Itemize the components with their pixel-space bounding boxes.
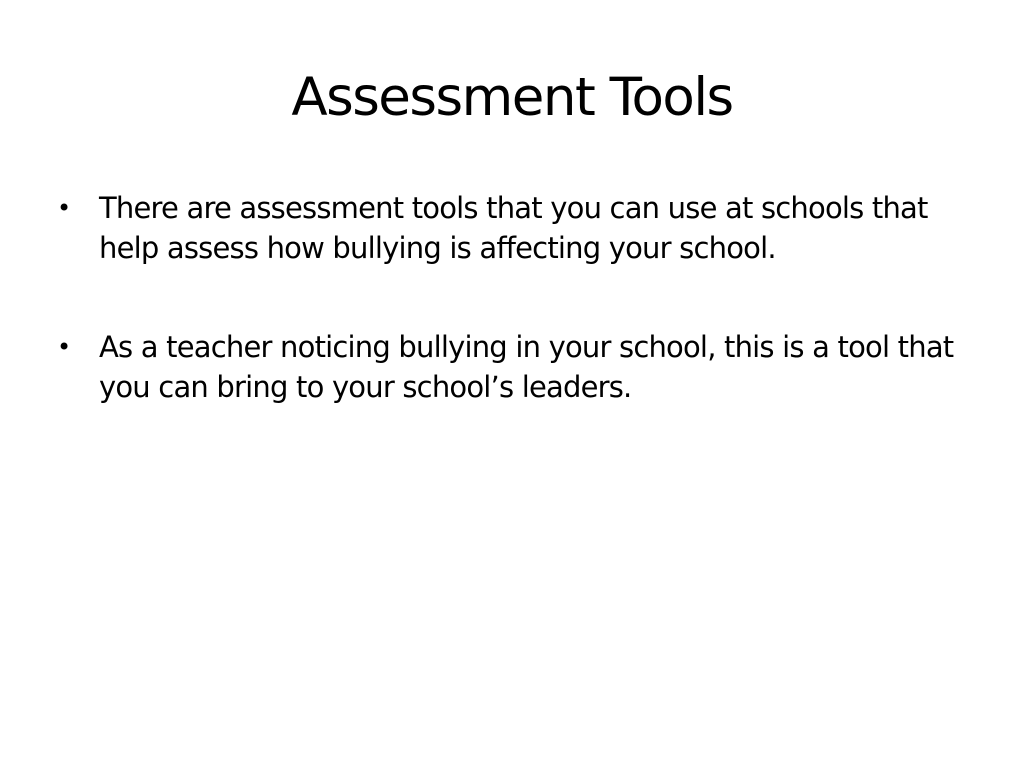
- bullet-item: [57, 327, 957, 407]
- slide-title: Assessment Tools: [291, 67, 733, 128]
- bullet-dot-icon: •: [57, 194, 71, 222]
- bullet-text: There are assessment tools that you can use at schools that help assess how bullying is affecting your school.: [99, 191, 928, 265]
- bullet-list: [57, 188, 957, 407]
- bullet-text: As a teacher noticing bullying in your school, this is a tool that you can bring to your school’s leaders.: [99, 330, 954, 404]
- bullet-item: [57, 188, 957, 268]
- bullet-dot-icon: •: [57, 333, 71, 361]
